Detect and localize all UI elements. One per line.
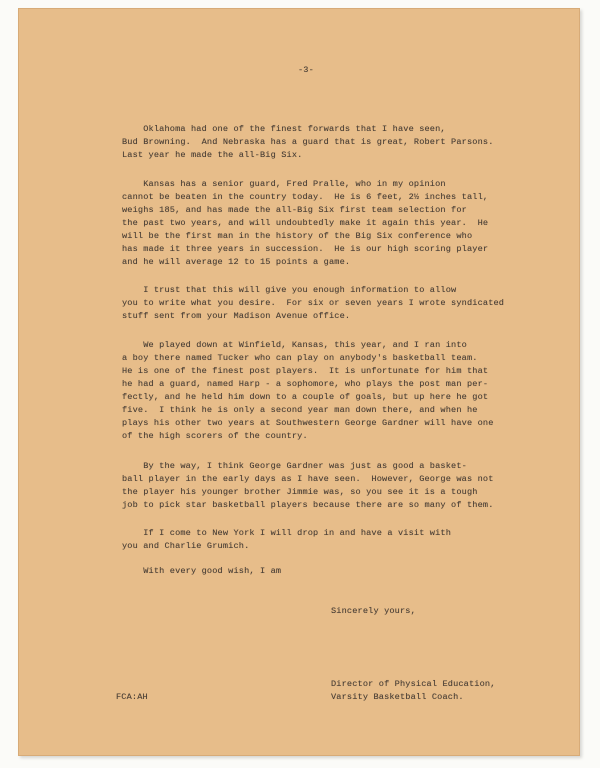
paragraph-line: plays his other two years at Southwestern George Gardner will have one	[122, 418, 494, 428]
paragraph-line: If I come to New York I will drop in and have a visit with	[122, 528, 452, 538]
paragraph-line: job to pick star basketball players because there are so many of them.	[122, 500, 494, 510]
typist-initials: FCA:AH	[116, 692, 148, 702]
paragraph-line: He is one of the finest post players. It is unfortunate for him that	[122, 366, 489, 376]
paragraph-line: By the way, I think George Gardner was just as good a basket-	[122, 461, 467, 471]
signature-title-line2: Varsity Basketball Coach.	[331, 692, 464, 702]
paragraph-line: We played down at Winfield, Kansas, this year, and I ran into	[122, 340, 467, 350]
paragraph-line: will be the first man in the history of the Big Six conference who	[122, 231, 473, 241]
paragraph-line: Last year he made the all-Big Six.	[122, 150, 303, 160]
paragraph-line: the past two years, and will undoubtedly make it again this year. He	[122, 218, 489, 228]
closing: Sincerely yours,	[331, 606, 416, 616]
paragraph-line: I trust that this will give you enough information to allow	[122, 285, 457, 295]
paragraph-line: the player his younger brother Jimmie was, so you see it is a tough	[122, 487, 478, 497]
signature-title-line1: Director of Physical Education,	[331, 679, 496, 689]
paragraph-line: cannot be beaten in the country today. He is 6 feet, 2½ inches tall,	[122, 192, 489, 202]
letter-page	[18, 8, 580, 756]
paragraph-line: Oklahoma had one of the finest forwards that I have seen,	[122, 124, 446, 134]
paragraph-line: and he will average 12 to 15 points a game.	[122, 257, 351, 267]
paragraph-line: has made it three years in succession. He is our high scoring player	[122, 244, 489, 254]
paragraph-line: you to write what you desire. For six or seven years I wrote syndicated	[122, 298, 505, 308]
paragraph-line: five. I think he is only a second year man down there, and when he	[122, 405, 478, 415]
paragraph-line: ball player in the early days as I have seen. However, George was not	[122, 474, 494, 484]
paragraph-line: Bud Browning. And Nebraska has a guard that is great, Robert Parsons.	[122, 137, 494, 147]
paragraph-line: a boy there named Tucker who can play on anybody's basketball team.	[122, 353, 478, 363]
paragraph-line: fectly, and he held him down to a couple of goals, but up here he got	[122, 392, 489, 402]
paragraph-line: you and Charlie Grumich.	[122, 541, 250, 551]
paragraph-line: stuff sent from your Madison Avenue office.	[122, 311, 351, 321]
paragraph-line: of the high scorers of the country.	[122, 431, 308, 441]
paragraph-line: he had a guard, named Harp - a sophomore, who plays the post man per-	[122, 379, 489, 389]
paragraph-line: Kansas has a senior guard, Fred Pralle, who in my opinion	[122, 179, 446, 189]
paragraph-line: With every good wish, I am	[122, 566, 282, 576]
paragraph-line: weighs 185, and has made the all-Big Six first team selection for	[122, 205, 467, 215]
page-number: -3-	[298, 65, 314, 75]
